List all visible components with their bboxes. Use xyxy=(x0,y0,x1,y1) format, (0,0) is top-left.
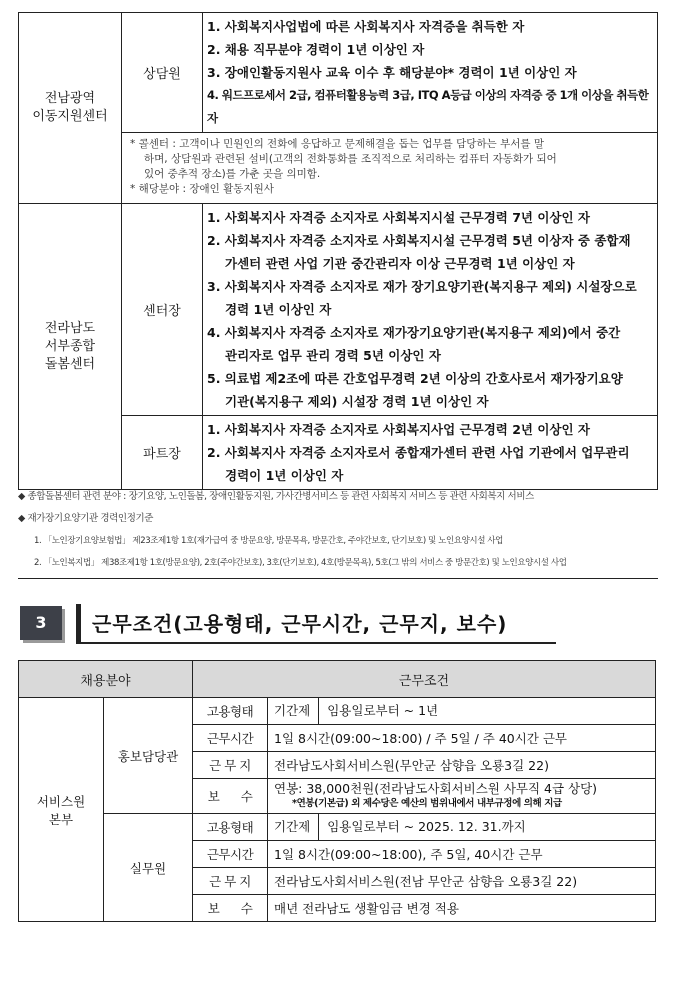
label-pay: 보 수 xyxy=(193,779,268,814)
note-line: ◆ 재가장기요양기관 경력인정기준 xyxy=(18,513,154,524)
dept-cell xyxy=(19,698,104,922)
org-seobu xyxy=(19,204,122,490)
note-line: * 해당분야 : 장애인 활동지원사 xyxy=(130,183,274,195)
section-underline xyxy=(76,642,556,644)
note-line: 하며, 상담원과 관련된 설비(고객의 전화통화를 조직적으로 처리하는 컴퓨터 자동화가 되어 xyxy=(144,153,557,165)
dept-line: 본부 xyxy=(48,811,74,827)
section-title: 근무조건(고용형태, 근무시간, 근무지, 보수) xyxy=(92,612,508,636)
label-pay: 보 수 xyxy=(193,895,268,922)
pay-note: *연봉(기본급) 외 제수당은 예산의 범위내에서 내부규정에 의해 지급 xyxy=(292,798,562,809)
qual-item: 2. 사회복지사 자격증 소지자로 사회복지시설 근무경력 5년 이상자 중 종합재 가센터 관련 사업 기관 중간관리자 이상 근무경력 1년 이상인 자 xyxy=(207,233,631,271)
qual-item: 4. 사회복지사 자격증 소지자로 재가장기요양기관(복지용구 제외)에서 중간 관리자로 업무 관리 경력 5년 이상인 자 xyxy=(207,325,621,363)
value-type: 기간제 임용일로부터 ~ 1년 xyxy=(268,698,656,725)
note-line: 2. 「노인복지법」 제38조제1항 1호(방문요양), 2호(주야간보호), 3호(단기보호), 4호(방문목욕), 5호(그 밖의 서비스 중 방문간호) 및 노인요양시설 사업 xyxy=(34,558,567,568)
header-conditions: 근무조건 xyxy=(193,661,656,698)
org-line: 돌봄센터 xyxy=(44,356,96,372)
role-counselor: 상담원 xyxy=(122,13,203,133)
quals-counselor xyxy=(203,13,658,133)
pay-line: 연봉: 38,000천원(전라남도사회서비스원 사무직 4급 상당) xyxy=(274,781,598,796)
org-line: 서부종합 xyxy=(44,338,96,354)
role-pr: 홍보담당관 xyxy=(104,698,193,814)
value-place: 전라남도사회서비스원(무안군 삼향읍 오룡3길 22) xyxy=(268,752,656,779)
note-line: * 콜센터 : 고객이나 민원인의 전화에 응답하고 문제해결을 돕는 업무를 담당하는 부서를 말 xyxy=(130,138,544,150)
org-line: 이동지원센터 xyxy=(32,109,108,124)
qual-item: 5. 의료법 제2조에 따른 간호업무경력 2년 이상의 간호사로서 재가장기요양 기관(복지용구 제외) 시설장 경력 1년 이상인 자 xyxy=(207,371,623,409)
bottom-notes xyxy=(18,486,658,579)
note-line: 1. 「노인장기요양보험법」 제23조제1항 1호(재가급여 중 방문요양, 방문목욕, 방문간호, 주야간보호, 단기보호) 및 노인요양시설 사업 xyxy=(34,536,503,546)
label-type: 고용형태 xyxy=(193,814,268,841)
org-line: 전라남도 xyxy=(44,320,96,336)
org-jeonnam xyxy=(19,13,122,204)
note-line: 있어 중추적 장소)를 가춘 곳을 의미함. xyxy=(144,168,321,180)
header-field: 채용분야 xyxy=(19,661,193,698)
qual-item: 4. 워드프로세서 2급, 컴퓨터활용능력 3급, ITQ A등급 이상의 자격증 중 1개 이상을 취득한 자 xyxy=(207,88,649,125)
qual-item: 1. 사회복지사 자격증 소지자로 사회복지시설 근무경력 7년 이상인 자 xyxy=(207,210,590,225)
section-header xyxy=(20,604,660,640)
callcenter-note xyxy=(122,133,658,204)
value-time: 1일 8시간(09:00~18:00) / 주 5일 / 주 40시간 근무 xyxy=(268,725,656,752)
value-pay xyxy=(268,779,656,814)
label-time: 근무시간 xyxy=(193,725,268,752)
label-place: 근 무 지 xyxy=(193,868,268,895)
value-time: 1일 8시간(09:00~18:00), 주 5일, 40시간 근무 xyxy=(268,841,656,868)
value-place: 전라남도사회서비스원(전남 무안군 삼향읍 오룡3길 22) xyxy=(268,868,656,895)
section-bar xyxy=(76,604,81,642)
qual-item: 3. 장애인활동지원사 교육 이수 후 해당분야* 경력이 1년 이상인 자 xyxy=(207,65,577,80)
label-time: 근무시간 xyxy=(193,841,268,868)
org-line: 전남광역 xyxy=(44,91,96,106)
qualification-table xyxy=(18,12,658,490)
section-number: 3 xyxy=(20,606,62,640)
value-pay: 매년 전라남도 생활임금 변경 적용 xyxy=(268,895,656,922)
label-place: 근 무 지 xyxy=(193,752,268,779)
role-part-lead: 파트장 xyxy=(122,416,203,490)
qual-item: 3. 사회복지사 자격증 소지자로 재가 장기요양기관(복지용구 제외) 시설장으로 경력 1년 이상인 자 xyxy=(207,279,637,317)
quals-director xyxy=(203,204,658,416)
label-type: 고용형태 xyxy=(193,698,268,725)
role-staff: 실무원 xyxy=(104,814,193,922)
value-type: 기간제 임용일로부터 ~ 2025. 12. 31.까지 xyxy=(268,814,656,841)
qual-item: 1. 사회복지사업법에 따른 사회복지사 자격증을 취득한 자 xyxy=(207,19,525,34)
quals-part-lead xyxy=(203,416,658,490)
work-conditions-table xyxy=(18,660,656,922)
qual-item: 2. 사회복지사 자격증 소지자로서 종합재가센터 관련 사업 기관에서 업무관리 경력이 1년 이상인 자 xyxy=(207,445,630,483)
qual-item: 2. 채용 직무분야 경력이 1년 이상인 자 xyxy=(207,42,425,57)
note-line: ◆ 종합돌봄센터 관련 분야 : 장기요양, 노인돌봄, 장애인활동지원, 가사간병서비스 등 관련 사회복지 서비스 등 관련 사회복지 서비스 xyxy=(18,491,534,502)
qual-item: 1. 사회복지사 자격증 소지자로 사회복지사업 근무경력 2년 이상인 자 xyxy=(207,422,590,437)
dept-line: 서비스원 xyxy=(36,793,86,809)
role-director: 센터장 xyxy=(122,204,203,416)
